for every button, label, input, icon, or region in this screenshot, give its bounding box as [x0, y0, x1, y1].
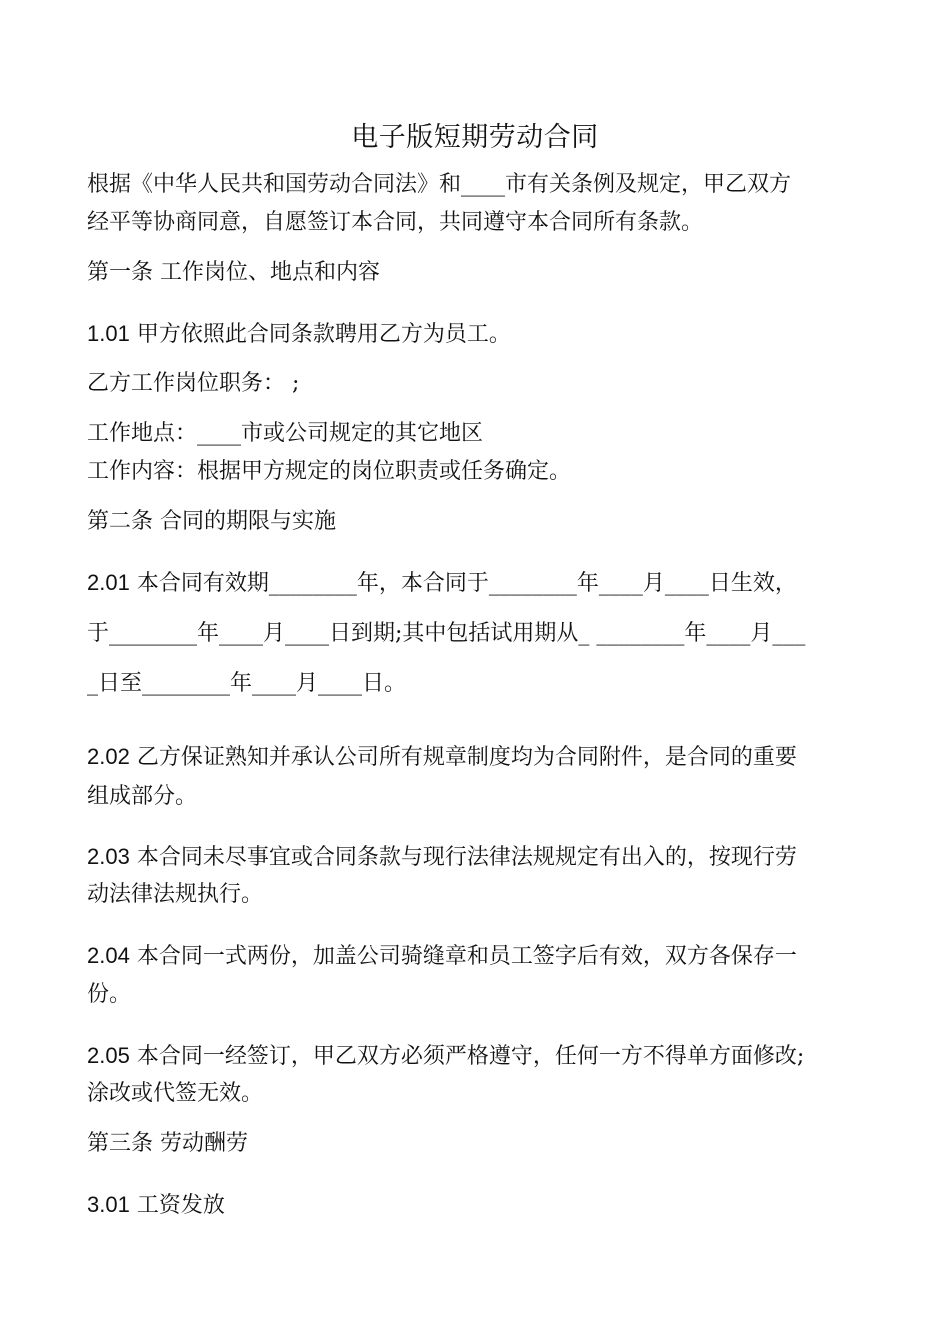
clause-2-03-line-1 — [87, 841, 867, 874]
clause-text: 乙方保证熟知并承认公司所有规章制度均为合同附件，是合同的重要 — [129, 745, 797, 770]
clause-number: 2.02 — [87, 744, 130, 769]
clause-1-01 — [87, 318, 867, 351]
clause-text: 本合同有效期________年，本合同于________年____月____日生效， — [129, 571, 797, 596]
clause-text: 工资发放 — [129, 1193, 225, 1218]
clause-2-01-line-2: 于________年____月____日到期;其中包括试用期从_ ________年____月___ — [87, 621, 806, 646]
clause-2-05-line-2: 涂改或代签无效。 — [87, 1081, 264, 1106]
clause-3-01 — [87, 1189, 867, 1222]
clause-text: 本合同一式两份，加盖公司骑缝章和员工签字后有效，双方各保存一 — [129, 944, 797, 969]
clause-text: 甲方依照此合同条款聘用乙方为员工。 — [129, 322, 511, 347]
clause-2-02-line-2: 组成部分。 — [87, 784, 198, 809]
clause-2-01-line-1 — [87, 567, 867, 600]
clause-text: 本合同未尽事宜或合同条款与现行法律法规规定有出入的，按现行劳 — [129, 845, 797, 870]
clause-number: 2.05 — [87, 1043, 130, 1068]
work-location-line: 工作地点：____市或公司规定的其它地区 — [87, 421, 484, 446]
clause-number: 2.01 — [87, 570, 130, 595]
clause-2-04-line-2: 份。 — [87, 982, 132, 1007]
clause-number: 2.04 — [87, 943, 130, 968]
job-position-line: 乙方工作岗位职务： ; — [87, 371, 300, 396]
work-content-line: 工作内容：根据甲方规定的岗位职责或任务确定。 — [87, 459, 572, 484]
preamble-line-2: 经平等协商同意，自愿签订本合同，共同遵守本合同所有条款。 — [87, 210, 704, 235]
clause-2-05-line-1 — [87, 1040, 867, 1073]
clause-number: 3.01 — [87, 1192, 130, 1217]
clause-number: 2.03 — [87, 844, 130, 869]
document-title: 电子版短期劳动合同 — [351, 122, 599, 153]
article-1-heading: 第一条 工作岗位、地点和内容 — [87, 260, 380, 285]
clause-2-04-line-1 — [87, 940, 867, 973]
clause-2-03-line-2: 动法律法规执行。 — [87, 882, 264, 907]
preamble-line-1: 根据《中华人民共和国劳动合同法》和____市有关条例及规定，甲乙双方 — [87, 172, 792, 197]
clause-2-02-line-1 — [87, 741, 867, 774]
clause-number: 1.01 — [87, 321, 130, 346]
clause-2-01-line-3: _日至________年____月____日。 — [87, 671, 407, 696]
article-3-heading: 第三条 劳动酬劳 — [87, 1131, 248, 1156]
article-2-heading: 第二条 合同的期限与实施 — [87, 509, 336, 534]
clause-text: 本合同一经签订，甲乙双方必须严格遵守，任何一方不得单方面修改; — [129, 1044, 805, 1069]
